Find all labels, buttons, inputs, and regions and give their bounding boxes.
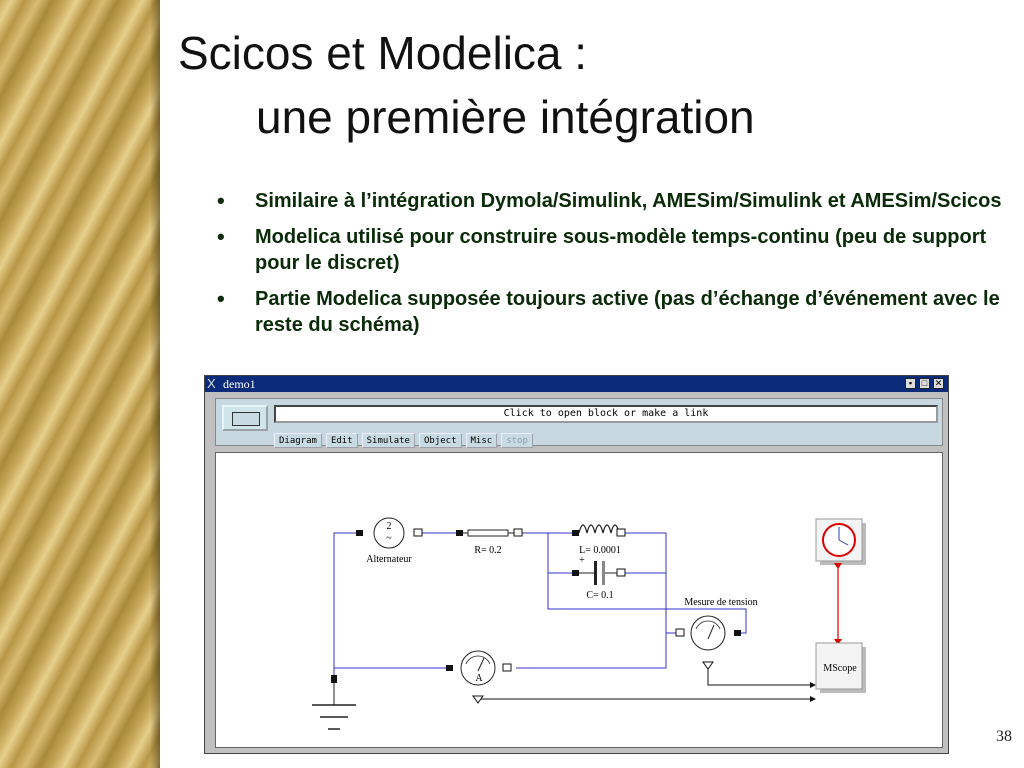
clock-output-port[interactable] bbox=[834, 563, 842, 569]
menu-simulate[interactable]: Simulate bbox=[362, 433, 415, 448]
scope-input-arrow-2 bbox=[810, 696, 816, 702]
bullet-glyph: • bbox=[217, 188, 225, 213]
bullet-glyph: • bbox=[217, 286, 225, 311]
block-icon bbox=[232, 412, 260, 426]
mscope-label: MScope bbox=[823, 663, 857, 674]
resistor-body bbox=[468, 530, 508, 536]
bullet-text: Modelica utilisé pour construire sous-modèle temps-continu (peu de support pour le discret) bbox=[255, 226, 987, 274]
link-voltage-scope[interactable] bbox=[708, 667, 812, 685]
bullet-glyph: • bbox=[217, 224, 225, 249]
palette-icon-button[interactable] bbox=[222, 405, 268, 431]
menu-stop: stop bbox=[501, 433, 533, 448]
ammeter-port-right[interactable] bbox=[503, 664, 511, 671]
menu-diagram[interactable]: Diagram bbox=[274, 433, 322, 448]
link-parallel-left[interactable] bbox=[548, 533, 572, 573]
alternator-block[interactable] bbox=[356, 518, 422, 565]
slide-title-line-1: Scicos et Modelica : bbox=[178, 27, 588, 79]
bullet-list bbox=[215, 188, 1005, 348]
maximize-button[interactable]: □ bbox=[919, 378, 930, 389]
ammeter-block[interactable] bbox=[446, 651, 511, 703]
alternator-port-left[interactable] bbox=[356, 530, 363, 536]
voltage-output-port[interactable] bbox=[703, 662, 713, 669]
decorative-gold-sidebar bbox=[0, 0, 160, 768]
voltage-port-left[interactable] bbox=[676, 629, 684, 636]
bullet-text: Partie Modelica supposée toujours active (pas d’échange d’événement avec le reste du schéma) bbox=[255, 288, 1000, 336]
capacitor-plate-left bbox=[594, 561, 597, 585]
mscope-block[interactable] bbox=[816, 643, 866, 693]
page-number: 38 bbox=[996, 728, 1012, 745]
capacitor-plate-right bbox=[602, 561, 605, 585]
menu-edit[interactable]: Edit bbox=[326, 433, 358, 448]
capacitor-port-right[interactable] bbox=[617, 569, 625, 576]
bullet-text: Similaire à l’intégration Dymola/Simulink, AMESim/Simulink et AMESim/Scicos bbox=[255, 190, 1002, 212]
minimize-button[interactable]: ▪ bbox=[905, 378, 916, 389]
ammeter-letter: A bbox=[475, 673, 483, 684]
scope-input-arrow-1 bbox=[810, 682, 816, 688]
link-right-bus[interactable] bbox=[624, 533, 680, 633]
capacitor-label: C= 0.1 bbox=[586, 590, 614, 601]
inductor-port-left[interactable] bbox=[572, 530, 579, 536]
slide-title-line-2: une première intégration bbox=[256, 91, 755, 143]
close-button[interactable]: ✕ bbox=[934, 378, 943, 388]
inductor-block[interactable] bbox=[572, 525, 625, 556]
diagram-canvas[interactable] bbox=[215, 452, 943, 748]
bullet-item bbox=[215, 224, 1005, 276]
block-diagram bbox=[216, 453, 943, 748]
window-title: demo1 bbox=[223, 377, 256, 391]
menu-object[interactable]: Object bbox=[419, 433, 462, 448]
scicos-window bbox=[204, 375, 949, 754]
alternator-symbol: ~ bbox=[386, 533, 392, 544]
resistor-port-left[interactable] bbox=[456, 530, 463, 536]
link-ammeter-bus[interactable] bbox=[516, 633, 666, 668]
bullet-item bbox=[215, 286, 1005, 338]
menu-misc[interactable]: Misc bbox=[466, 433, 498, 448]
menu-bar bbox=[274, 430, 537, 446]
ammeter-port-left[interactable] bbox=[446, 665, 453, 671]
x-window-icon[interactable]: X bbox=[207, 376, 216, 391]
alternator-label: Alternateur bbox=[366, 554, 412, 565]
ground-port[interactable] bbox=[331, 675, 337, 683]
capacitor-block[interactable] bbox=[572, 555, 625, 601]
inductor-port-right[interactable] bbox=[617, 529, 625, 536]
bullet-item bbox=[215, 188, 1005, 214]
ground-block[interactable] bbox=[312, 675, 356, 729]
resistor-label: R= 0.2 bbox=[474, 545, 502, 556]
inductor-coil bbox=[579, 525, 619, 533]
inductor-label: L= 0.0001 bbox=[579, 545, 621, 556]
alternator-port-right[interactable] bbox=[414, 529, 422, 536]
toolbar-area bbox=[215, 398, 943, 446]
capacitor-port-left[interactable] bbox=[572, 570, 579, 576]
alternator-value: 2 bbox=[386, 521, 392, 532]
voltage-port-right[interactable] bbox=[734, 630, 741, 636]
capacitor-plus: + bbox=[579, 555, 585, 566]
window-titlebar[interactable] bbox=[205, 376, 948, 392]
clock-block[interactable] bbox=[816, 519, 866, 569]
voltage-sensor-label: Mesure de tension bbox=[684, 597, 758, 608]
resistor-port-right[interactable] bbox=[514, 529, 522, 536]
resistor-block[interactable] bbox=[456, 529, 522, 556]
message-bar: Click to open block or make a link bbox=[274, 405, 938, 423]
